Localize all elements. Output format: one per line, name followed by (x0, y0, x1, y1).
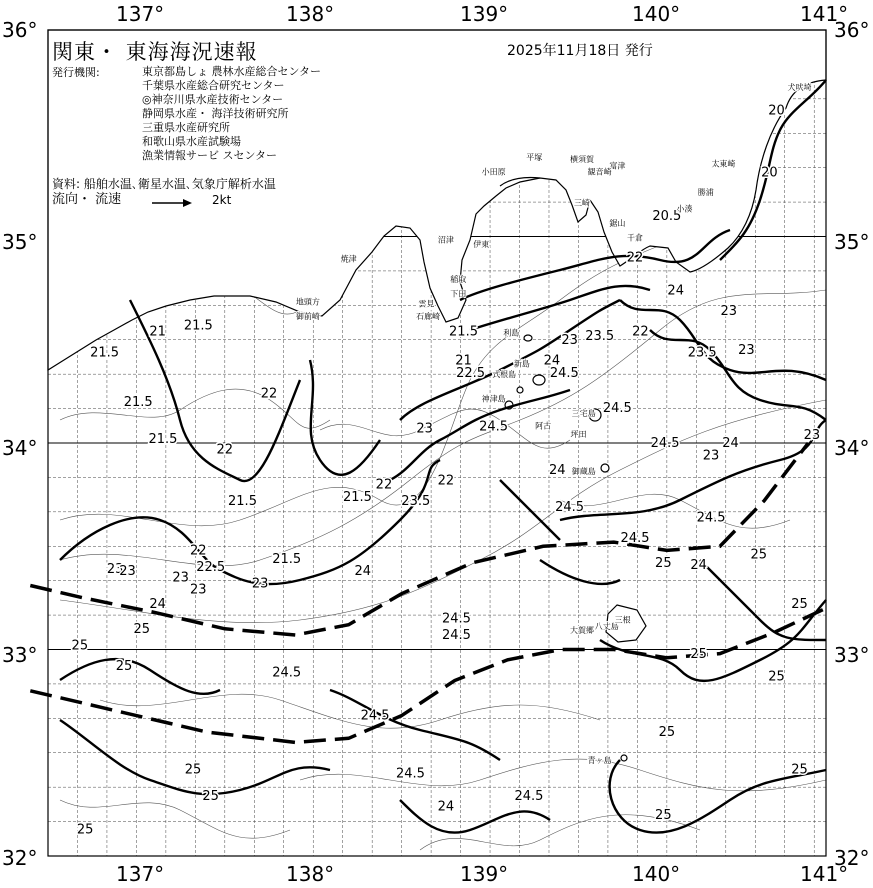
isotherm-label: 23 (720, 303, 738, 319)
isotherm-label: 25 (791, 597, 808, 613)
isotherm-label: 24.5 (620, 531, 650, 547)
place-label: 平塚 (526, 153, 543, 163)
isotherm-label: 25 (791, 762, 808, 778)
isotherm-label: 23 (416, 421, 433, 437)
agency-item: 三重県水産研究所 (142, 121, 230, 134)
place-label: 阿古 (535, 421, 552, 431)
isotherm-label: 23 (803, 427, 821, 443)
isotherm-label: 24.5 (549, 365, 579, 381)
isotherm-label: 24.5 (441, 628, 471, 644)
isotherm-label: 24 (667, 283, 684, 299)
isotherm-label: 23 (702, 448, 720, 464)
isotherm-label: 21.5 (90, 345, 120, 361)
isotherm-label: 24 (690, 557, 707, 573)
lat-label-33-right: 33° (834, 643, 870, 667)
isotherm-label: 24 (548, 462, 566, 478)
isotherm-label: 23 (119, 564, 136, 580)
isotherm-label: 22 (437, 473, 455, 489)
current-legend-label: 流向・ 流速 (52, 192, 122, 207)
isotherm-label: 22 (260, 386, 278, 402)
isotherm-label: 25 (184, 762, 202, 778)
isotherm-label: 25 (133, 621, 150, 637)
place-label: 太東崎 (711, 159, 736, 169)
lon-label-140: 140° (632, 2, 681, 26)
issue-date: 2025年11月18日 発行 (507, 43, 653, 59)
lon-label-137: 137° (116, 2, 165, 26)
agencies-label: 発行機関: (52, 66, 100, 79)
place-label: 御前崎 (295, 312, 320, 322)
isotherm-label: 24 (437, 799, 455, 815)
place-label: 坪田 (570, 429, 587, 439)
place-label: 大賀郷 (569, 625, 594, 635)
place-label: 雲見 (418, 299, 435, 309)
lat-label-34-left: 34° (2, 436, 38, 460)
agency-item: 千葉県水産総合研究センター (142, 79, 285, 92)
place-label: 三根 (614, 615, 631, 625)
place-label: 横須賀 (569, 155, 594, 165)
place-label: 小湊 (676, 204, 693, 214)
place-label: 三宅島 (571, 409, 596, 419)
isotherm-label: 24 (543, 353, 561, 369)
isotherm-label: 21 (149, 324, 166, 340)
isotherm-label: 21.5 (228, 493, 257, 509)
place-label: 新島 (513, 359, 530, 369)
isotherm-label: 22 (190, 543, 207, 559)
isotherm-label: 25 (750, 547, 768, 563)
place-label: 御蔵島 (571, 466, 596, 476)
isotherm-label: 23 (172, 570, 189, 586)
isotherm-label: 24 (354, 564, 372, 580)
agency-item: ◎神奈川県水産技術センター (142, 93, 284, 106)
isotherm-label: 25 (690, 646, 707, 662)
place-label: 観音崎 (587, 167, 612, 177)
isotherm-label: 25 (655, 807, 672, 823)
place-label: 焼津 (340, 254, 357, 264)
place-label: 利島 (503, 328, 520, 338)
isotherm-label: 25 (71, 638, 89, 654)
isotherm-label: 24.5 (514, 789, 544, 805)
agencies-list (142, 65, 321, 163)
lat-label-35-left: 35° (2, 230, 38, 254)
isotherm-label: 23.5 (585, 328, 615, 344)
place-label: 勝浦 (697, 188, 714, 198)
isotherm-label: 24.5 (396, 766, 425, 782)
lat-label-32-right: 32° (834, 846, 870, 870)
isotherm-label: 24.5 (602, 401, 632, 417)
isotherm-label: 24.5 (272, 665, 302, 681)
isotherm-label: 24.5 (360, 708, 390, 724)
isotherm-label: 25 (655, 555, 672, 571)
isotherm-label: 22 (375, 477, 393, 493)
place-label: 式根島 (492, 369, 517, 379)
isotherm-label: 25 (768, 669, 785, 685)
place-label: 犬吠埼 (787, 82, 812, 92)
isotherm-label: 23 (190, 582, 207, 598)
isotherm-label: 20.5 (652, 208, 682, 224)
isotherm-label: 24 (722, 436, 739, 452)
isotherm-label: 21.5 (123, 394, 153, 410)
isotherm-label: 22.5 (196, 560, 226, 576)
isotherm-label: 21.5 (342, 489, 372, 505)
lat-label-36-left: 36° (2, 18, 38, 42)
isotherm-label: 22 (216, 442, 234, 458)
isotherm-label: 24.5 (696, 510, 726, 526)
map-title: 関東・ 東海海況速報 (52, 40, 258, 64)
place-label: 沼津 (437, 235, 454, 245)
lat-label-36-right: 36° (834, 18, 870, 42)
place-label: 伊東 (473, 239, 490, 249)
isotherm-label: 23 (251, 576, 269, 592)
isotherm-label: 20 (768, 103, 785, 119)
isotherm-label: 24.5 (650, 436, 680, 452)
isotherm-label: 25 (115, 659, 133, 675)
isotherm-label: 21 (455, 353, 472, 369)
current-scale-value: 2kt (212, 193, 232, 207)
place-label: 鋸山 (609, 219, 626, 229)
isotherm-label: 23.5 (401, 493, 431, 509)
isotherm-label: 24.5 (479, 419, 509, 435)
isotherm-label: 21.5 (148, 432, 178, 447)
isotherm-label: 22 (632, 324, 649, 340)
lat-label-34-right: 34° (834, 436, 870, 460)
isotherm-label: 24.5 (555, 500, 585, 516)
isotherm-label: 23.5 (687, 345, 717, 361)
place-label: 下田 (450, 289, 467, 299)
place-label: 地頭方 (295, 297, 320, 307)
place-label: 神津島 (481, 394, 506, 404)
isotherm-label: 21.5 (272, 551, 302, 567)
agency-item: 漁業情報サービ スセンター (142, 149, 278, 162)
isotherm-label: 24 (149, 597, 166, 613)
isotherm-label: 25 (202, 789, 219, 805)
place-label: 青ヶ島 (587, 756, 612, 766)
lon-label-137-bottom: 137° (116, 862, 165, 886)
agency-item: 和歌山県水産試験場 (142, 135, 241, 148)
place-label: 富津 (609, 161, 626, 171)
isotherm-label: 23 (106, 562, 124, 578)
agency-item: 東京都島しょ 農林水産総合センター (142, 65, 322, 78)
place-label: 千倉 (627, 233, 644, 243)
place-label: 石廊崎 (416, 312, 441, 322)
agency-item: 静岡県水産・ 海洋技術研究所 (142, 107, 289, 120)
place-label: 三崎 (573, 198, 590, 208)
data-source: 資料: 船舶水温､衛星水温､気象庁解析水温 (52, 177, 276, 191)
place-label: 稲取 (450, 274, 467, 284)
isotherm-label: 23 (738, 343, 755, 359)
place-label: 八丈島 (594, 621, 619, 631)
isotherm-label: 25 (658, 725, 676, 741)
lon-label-139: 139° (460, 2, 509, 26)
isotherm-label: 23 (561, 332, 578, 348)
lon-label-141-bottom: 141° (800, 862, 849, 886)
lon-label-141: 141° (800, 2, 849, 26)
lat-label-33-left: 33° (2, 643, 38, 667)
lon-label-138-bottom: 138° (286, 862, 335, 886)
isotherm-label: 22.5 (456, 365, 486, 381)
place-label: 小田原 (481, 167, 506, 177)
isotherm-label: 25 (76, 822, 94, 838)
lon-label-139-bottom: 139° (460, 862, 509, 886)
lon-label-140-bottom: 140° (632, 862, 681, 886)
isotherm-label: 21.5 (449, 324, 478, 340)
isotherm-label: 22 (626, 250, 644, 266)
isotherm-label: 21.5 (183, 318, 213, 334)
isotherm-label: 20 (761, 165, 778, 181)
lon-label-138: 138° (286, 2, 335, 26)
lat-label-35-right: 35° (834, 230, 870, 254)
isotherm-label: 24.5 (441, 611, 471, 627)
lat-label-32-left: 32° (2, 846, 38, 870)
